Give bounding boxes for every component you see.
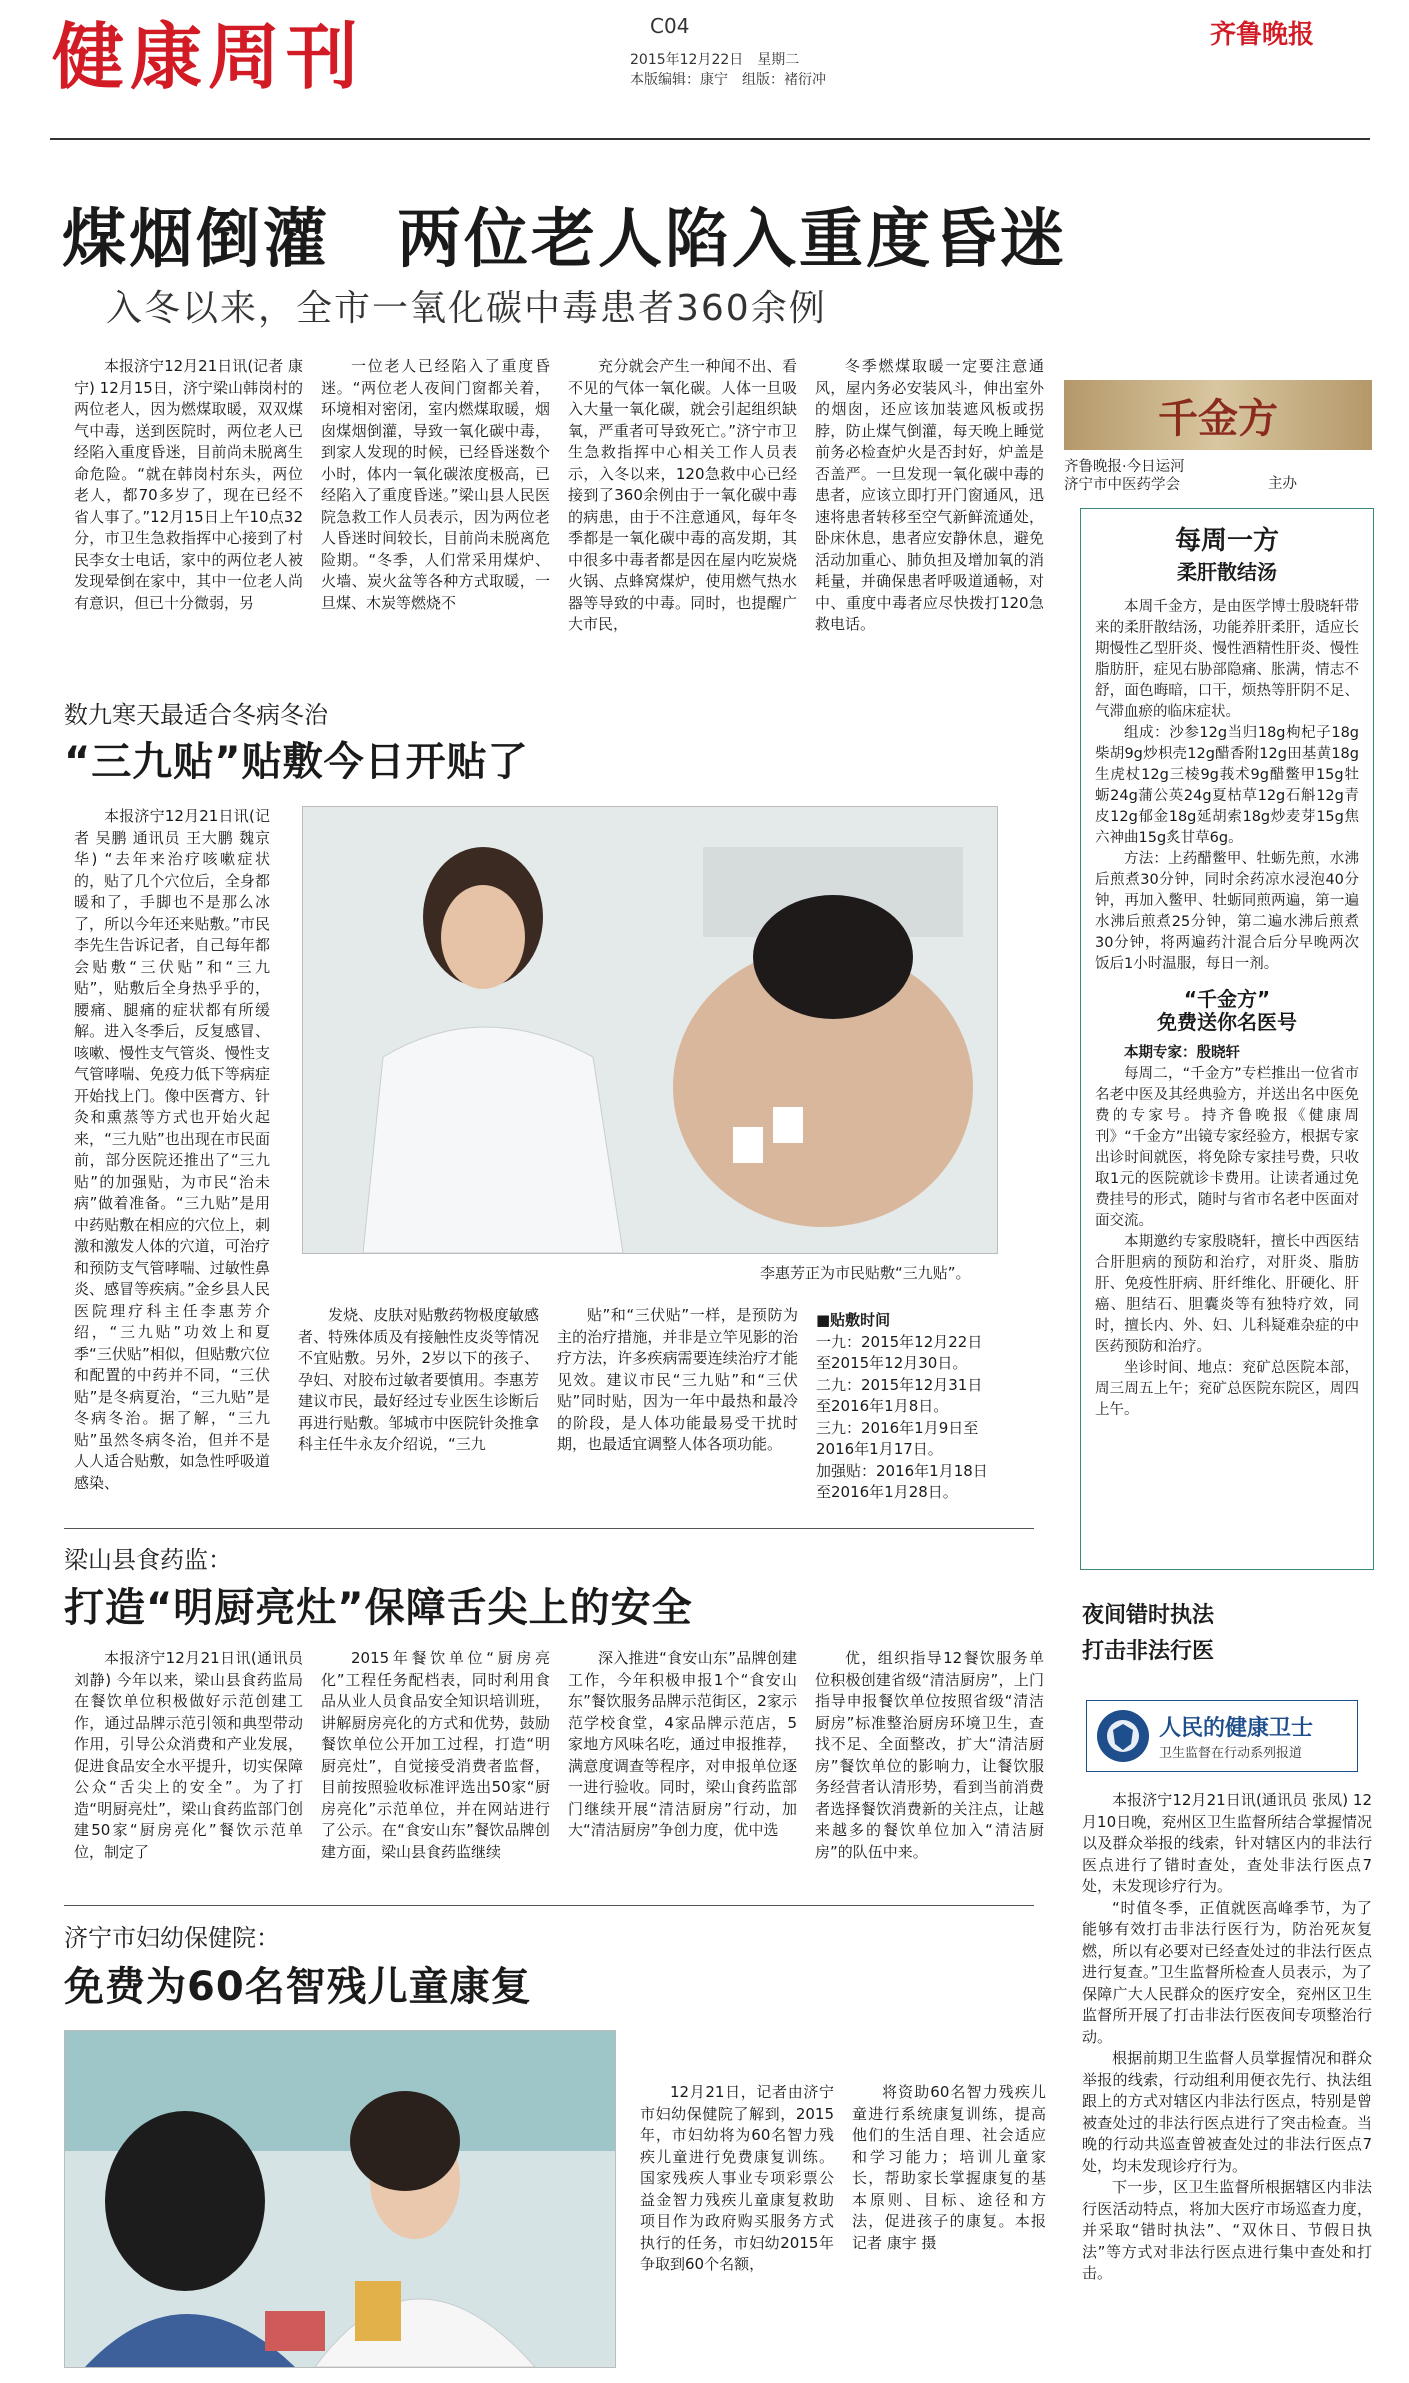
schedule-item: 三九：2016年1月9日至2016年1月17日。 [816, 1418, 979, 1458]
schedule-item: 一九：2015年12月22日至2015年12月30日。 [816, 1332, 983, 1372]
free-title-1: “千金方” [1183, 987, 1271, 1011]
sponsor-role: 主办 [1268, 476, 1297, 492]
sanjiu-kicker: 数九寒天最适合冬病冬治 [64, 701, 328, 729]
sanjiu-photo [302, 806, 998, 1254]
formula-intro: 本周千金方，是由医学博士殷晓轩带来的柔肝散结汤，功能养肝柔肝，适应长期慢性乙型肝炎、慢性酒精性肝炎、慢性脂肪肝，症见右胁部隐痛、胀满，情志不舒，面色晦暗，口干，烦热等肝阴不足、气滞血瘀的临床症状。 [1095, 599, 1359, 720]
sponsor-block [1064, 458, 1185, 494]
fuyou-kicker: 济宁市妇幼保健院： [64, 1924, 280, 1952]
liangshan-headline: 打造“明厨亮灶”保障舌尖上的安全 [64, 1585, 693, 1631]
sanjiu-bottom-body: 发烧、皮肤对贴敷药物极度敏感者、特殊体质及有接触性皮炎等情况不宜贴敷。另外，2岁以下的孩子、孕妇、对胶布过敏者要慎用。李惠芳建议市民，最好经过专业医生诊断后再进行贴敷。邹城市中医院针灸推拿科主任牛永友介绍说，“三九 贴”和“三伏贴”一样，是预防为主的治疗措施，并非是立竿见影的治疗方法，许多疾病需要连续治疗才能见效。建议市民“三九贴”和“三伏贴”同时贴，因为一年中最热和最冷的阶段，是人体功能最易受干扰时期，也最适宜调整人体各项功能。 [298, 1306, 798, 1453]
schedule-title: ■贴敷时间 [816, 1311, 891, 1329]
sponsor-1: 齐鲁晚报·今日运河 [1064, 459, 1185, 475]
schedule-item: 加强贴：2016年1月18日至2016年1月28日。 [816, 1461, 988, 1501]
weekly-title: 每周一方 [1174, 526, 1279, 556]
fuyou-photo [64, 2030, 616, 2368]
page-number: C04 [650, 14, 690, 38]
qianjin-banner [1064, 380, 1372, 450]
qianjin-sidebar: 每周一方 柔肝散结汤 本周千金方，是由医学博士殷晓轩带来的柔肝散结汤，功能养肝柔肝，适应长期慢性乙型肝炎、慢性酒精性肝炎、慢性脂肪肝，症见右胁部隐痛、胀满，情志不舒，面色晦暗，口干，烦热等肝阴不足、气滞血瘀的临床症状。 组成：沙参12g当归18g枸杞子18g柴胡9g炒枳壳12g醋香附12g田基黄18g生虎杖12g三棱9g莪术9g醋鳖甲15g牡蛎24g蒲公英24g夏枯草12g石斛12g青皮12g郁金18g延胡索18g炒麦芽15g焦六神曲15g炙甘草6g。 方法：上药醋鳖甲、牡蛎先煎，水沸后煎煮30分钟，同时余药凉水浸泡40分钟，再加入鳖甲、牡蛎同煎两遍，第一遍水沸后煎煮25分钟，第二遍水沸后煎煮30分钟，将两遍药汁混合后分早晚两次饭后1小时温服，每日一剂。 “千金方” 免费送你名医号 本期专家：殷晓轩 每周二，“千金方”专栏推出一位省市名老中医及其经典验方，并送出名中医免费的专家号。持齐鲁晚报《健康周刊》“千金方”出镜专家经验方，根据专家出诊时间就医，将免除专家挂号费，只收取1元的医院就诊卡费用。让读者通过免费挂号的形式，随时与省市名老中医面对面交流。 本期邀约专家殷晓轩，擅长中西医结合肝胆病的预防和治疗，对肝炎、脂肪肝、免疫性肝病、肝纤维化、肝硬化、肝癌、胆结石、胆囊炎等有独特疗效，同时，擅长内、外、妇、儿科疑难杂症的中医药预防和治疗。 坐诊时间、地点：兖矿总医院本部，周三周五上午；兖矿总医院东院区，周四上午。 [1080, 508, 1374, 1570]
editor-line: 本版编辑：康宁 组版：褚衍冲 [630, 72, 826, 88]
lead-subhead: 入冬以来，全市一氧化碳中毒患者360余例 [106, 288, 827, 329]
formula-name: 柔肝散结汤 [1177, 560, 1277, 584]
sanjiu-headline: “三九贴”贴敷今日开贴了 [64, 739, 529, 785]
formula-method: 方法：上药醋鳖甲、牡蛎先煎，水沸后煎煮30分钟，同时余药凉水浸泡40分钟，再加入鳖甲、牡蛎同煎两遍，第一遍水沸后煎煮25分钟，第二遍水沸后煎煮30分钟，将两遍药汁混合后分早晚两次饭后1小时温服，每日一剂。 [1095, 851, 1359, 972]
doctor-patient-illustration [303, 807, 997, 1253]
sanjiu-photo-caption: 李惠芳正为市民贴敷“三九贴”。 [760, 1264, 971, 1282]
issue-info [630, 50, 826, 90]
formula-ingredients: 组成：沙参12g当归18g枸杞子18g柴胡9g炒枳壳12g醋香附12g田基黄18g生虎杖12g三棱9g莪术9g醋鳖甲15g牡蛎24g蒲公英24g夏枯草12g石斛12g青皮12g郁金18g延胡索18g炒麦芽15g焦六神曲15g炙甘草6g。 [1095, 725, 1359, 846]
qianjin-title: 千金方 [1158, 394, 1278, 442]
date-line: 2015年12月22日 星期二 [630, 52, 800, 68]
section-title: 健康周刊 [52, 15, 365, 99]
schedule-box [816, 1310, 996, 1504]
liangshan-kicker: 梁山县食药监： [64, 1546, 232, 1574]
lead-col-1: 本报济宁12月21日讯(记者 康宁) 12月15日，济宁梁山韩岗村的两位老人，因为燃煤取暖，双双煤气中毒，送到医院时，两位老人已经陷入重度昏迷，目前尚未脱离生命危险。“就在韩岗村东头，两位老人，都70多岁了，现在已经不省人事了。”12月15日上午10点32分，市卫生急救指挥中心接到了村民李女士电话，家中的两位老人被发现晕倒在家中，其中一位老人尚有意识，但已十分微弱，另 [74, 357, 303, 612]
night-body: 本报济宁12月21日讯(通讯员 张凤) 12月10日晚，兖州区卫生监督所结合掌握情况以及群众举报的线索，针对辖区内的非法行医点进行了错时查处，查处非法行医点7处，未发现诊疗行为。 “时值冬季，正值就医高峰季节，为了能够有效打击非法行医行为，防治死灰复燃，所以有必要对已经查处过的非法行医点进行复查。”卫生监督所检查人员表示，为了保障广大人民群众的医疗安全，兖州区卫生监督所开展了打击非法行医夜间专项整治行动。 根据前期卫生监督人员掌握情况和群众举报的线索，行动组利用便衣先行、执法组跟上的方式对辖区内非法行医点，特别是曾被查处过的非法行医点进行了突击检查。当晚的行动共巡查曾被查处过的非法行医点7处，均未发现诊疗行为。 下一步，区卫生监督所根据辖区内非法行医活动特点，将加大医疗市场巡查力度，并采取“错时执法”、“双休日、节假日执法”等方式对非法行医点进行集中查处和打击。 [1082, 1791, 1372, 2282]
lead-col-4: 冬季燃煤取暖一定要注意通风，屋内务必安装风斗，伸出室外的烟囱，还应该加装遮风板或拐脖，防止煤气倒灌，每天晚上睡觉前务必检查炉火是否封好，炉盖是否盖严。一旦发现一氧化碳中毒的患者，应该立即打开门窗通风，迅速将患者转移至空气新鲜流通处，卧床休息，患者应安静休息，避免活动加重心、肺负担及增加氧的消耗量，并确保患者呼吸道通畅，对中、重度中毒者应尽快拨打120急救电话。 [815, 357, 1044, 633]
sponsor-2: 济宁市中医药学会 [1064, 477, 1180, 493]
lead-col-2: 一位老人已经陷入了重度昏迷。“两位老人夜间门窗都关着，环境相对密闭，室内燃煤取暖，烟囱煤烟倒灌，导致一氧化碳中毒，到家人发现的时候，已经昏迷数个小时，体内一氧化碳浓度极高，已经陷入了重度昏迷。”梁山县人民医院急救工作人员表示，因为两位老人昏迷时间较长，目前尚未脱离危险期。“冬季，人们常采用煤炉、火墙、炭火盆等各种方式取暖，一旦煤、木炭等燃烧不 [321, 357, 550, 612]
sanjiu-left-body: 本报济宁12月21日讯(记者 吴鹏 通讯员 王大鹏 魏京华) “去年来治疗咳嗽症状的，贴了几个穴位后，全身都暖和了，手脚也不是那么冰了，所以今年还来贴敷。”市民李先生告诉记者，自己每年都会贴敷“三伏贴”和“三九贴”，贴敷后全身热乎乎的，腰痛、腿痛的症状都有所缓解。进入冬季后，反复感冒、咳嗽、慢性支气管炎、慢性支气管哮喘、免疫力低下等病症开始找上门。像中医膏方、针灸和熏蒸等方式也开始火起来，“三九贴”也出现在市民面前，部分医院还推出了“三九贴”的加强贴，为市民“治未病”做着准备。“三九贴”是用中药贴敷在相应的穴位上，刺激和激发人体的穴道，可治疗和预防支气管哮喘、过敏性鼻炎、感冒等疾病。”金乡县人民医院理疗科主任李惠芳介绍，“三九贴”功效上和夏季“三伏贴”相似，但贴敷穴位和配置的中药并不同，“三伏贴”是冬病夏治，“三九贴”是冬病冬治。据了解，“三九贴”虽然冬病冬治，但并不是人人适合贴敷，如急性呼吸道感染、 [74, 807, 270, 1492]
divider [64, 1528, 1034, 1529]
fuyou-body: 12月21日，记者由济宁市妇幼保健院了解到，2015年，市妇幼将为60名智力残疾儿童进行免费康复训练。国家残疾人事业专项彩票公益金智力残疾儿童康复救助项目作为政府购买服务方式执行的任务，市妇幼2015年争取到60个名额， 将资助60名智力残疾儿童进行系统康复训练，提高他们的生活自理、社会适应和学习能力；培训儿童家长，帮助家长掌握康复的基本原则、目标、途径和方法，促进孩子的康复。本报记者 康宇 摄 [640, 2083, 1046, 2273]
night-headline: 夜间错时执法 打击非法行医 [1082, 1603, 1215, 1664]
liangshan-body: 本报济宁12月21日讯(通讯员 刘静) 今年以来，梁山县食药监局在餐饮单位积极做好示范创建工作，通过品牌示范引领和典型带动作用，引导公众消费和产业发展，促进食品安全水平提升，切实保障公众“舌尖上的安全”。为了打造“明厨亮灶”，梁山食药监部门创建50家“厨房亮化”餐饮示范单位，制定了 2015年餐饮单位“厨房亮化”工程任务配档表，同时利用食品从业人员食品安全知识培训班，讲解厨房亮化的方式和优势，鼓励餐饮单位公开加工过程，打造“明厨亮灶”，自觉接受消费者监督，目前按照验收标准评选出50家“厨房亮化”示范单位，并在网站进行了公示。在“食安山东”餐饮品牌创建方面，梁山县食药监继续 深入推进“食安山东”品牌创建工作，今年积极申报1个“食安山东”餐饮服务品牌示范街区，2家示范学校食堂，4家品牌示范店，5家地方风味名吃，通过申报推荐，满意度调查等程序，对申报单位逐一进行验收。同时，梁山食药监部门继续开展“清洁厨房”行动，加大“清洁厨房”争创力度，优中选 优，组织指导12餐饮服务单位积极创建省级“清洁厨房”，上门指导申报餐饮单位按照省级“清洁厨房”标准整治厨房环境卫生，查找不足、全面整改，扩大“清洁厨房”餐饮单位的影响力，让餐饮服务经营者认清形势，看到当前消费者选择餐饮消费新的关注点，让越来越多的餐饮单位加入“清洁厨房”的队伍中来。 [74, 1649, 1044, 1861]
lead-col-3: 充分就会产生一种闻不出、看不见的气体一氧化碳。人体一旦吸入大量一氧化碳，就会引起组织缺氧，严重者可导致死亡。”济宁市卫生急救指挥中心相关工作人员表示，入冬以来，120急救中心已经接到了360余例由于一氧化碳中毒的病患，由于不注意通风，每年冬季都是一氧化碳中毒的高发期，其中很多中毒者都是因在屋内吃炭烧火锅、点蜂窝煤炉，使用燃气热水器等导致的中毒。同时，也提醒广大市民， [568, 357, 797, 633]
badge-subtitle: 卫生监督在行动系列报道 [1159, 1746, 1303, 1761]
health-guard-badge [1086, 1700, 1358, 1772]
newspaper-logo: 齐鲁晚报 [1210, 20, 1315, 50]
fuyou-headline: 免费为60名智残儿童康复 [64, 1964, 532, 2010]
lead-body [74, 356, 1044, 686]
child-therapy-illustration [65, 2031, 615, 2367]
expert-label: 本期专家：殷晓轩 [1124, 1045, 1240, 1061]
free-title-2: 免费送你名医号 [1157, 1010, 1297, 1034]
masthead-rule [50, 138, 1370, 140]
schedule-item: 二九：2015年12月31日至2016年1月8日。 [816, 1375, 983, 1415]
shield-icon [1095, 1708, 1151, 1764]
badge-title: 人民的健康卫士 [1159, 1716, 1314, 1741]
lead-headline: 煤烟倒灌 两位老人陷入重度昏迷 [62, 203, 1067, 277]
divider [64, 1905, 1034, 1906]
